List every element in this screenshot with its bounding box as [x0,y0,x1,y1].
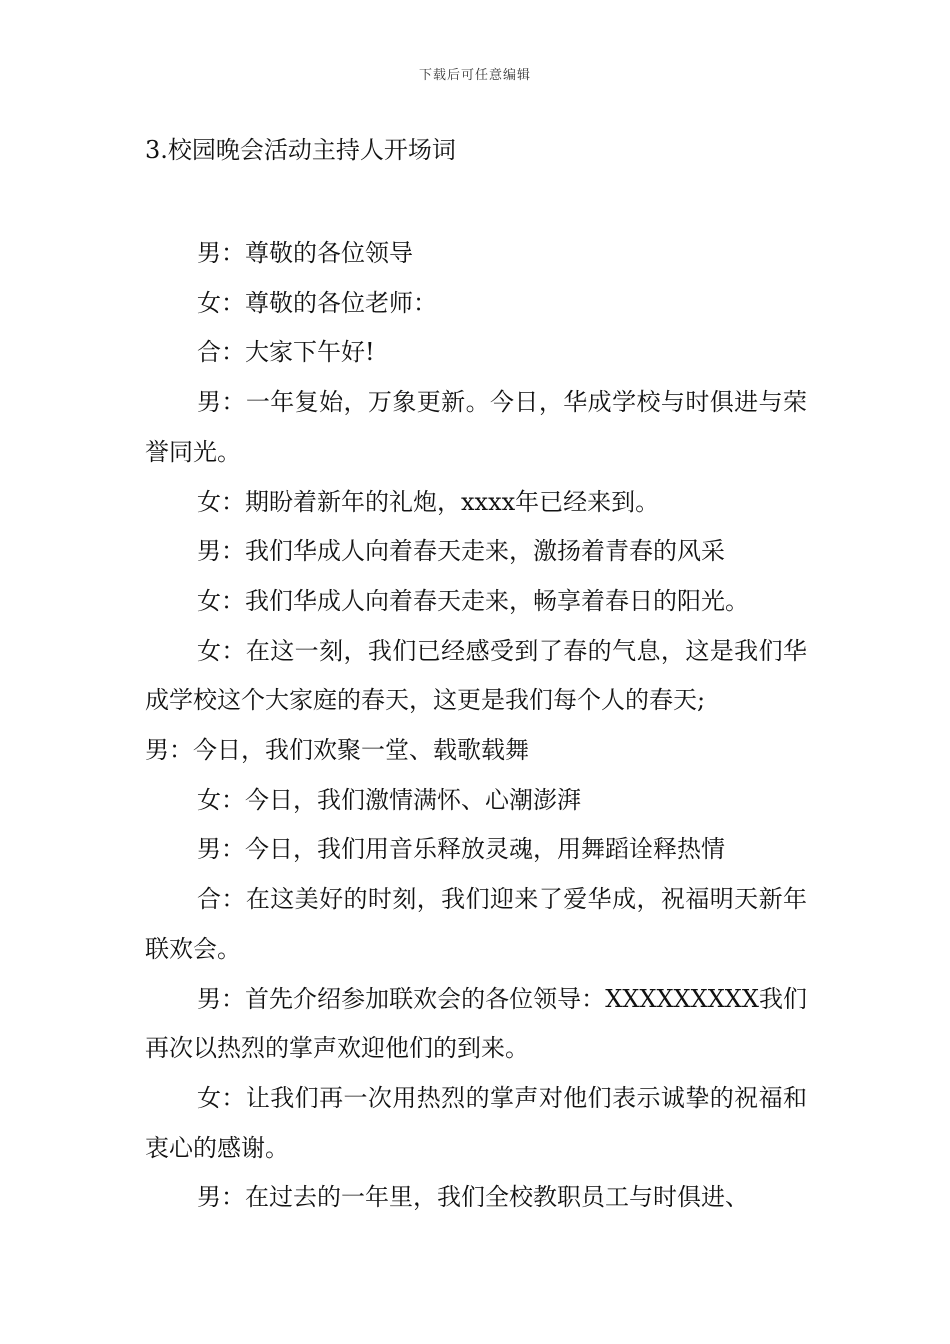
header-note: 下载后可任意编辑 [418,68,531,83]
paragraph: 男：尊敬的各位领导 [197,239,413,267]
paragraph: 女：今日，我们激情满怀、心潮澎湃 [197,785,581,814]
paragraph: 男：今日，我们欢聚一堂、载歌载舞 [145,736,529,765]
paragraph: 男：在过去的一年里，我们全校教职员工与时俱进、 [197,1183,749,1212]
paragraph: 女：期盼着新年的礼炮，xxxx年已经来到。 [197,487,660,516]
document-title: 3.校园晚会活动主持人开场词 [145,136,456,164]
paragraph: 男：一年复始，万象更新。今日，华成学校与时俱进与荣誉同光。 [145,388,807,466]
paragraph: 女：我们华成人向着春天走来，畅享着春日的阳光。 [197,586,749,615]
paragraph: 女：尊敬的各位老师： [197,288,437,317]
document-body [145,229,807,1223]
paragraph: 合：大家下午好! [197,338,375,367]
paragraph: 男：首先介绍参加联欢会的各位领导：XXXXXXXXX我们再次以热烈的掌声欢迎他们的到来。 [145,984,807,1063]
paragraph: 男：今日，我们用音乐释放灵魂，用舞蹈诠释热情 [197,835,725,864]
paragraph: 男：我们华成人向着春天走来，激扬着青春的风采 [197,537,725,566]
paragraph: 合：在这美好的时刻，我们迎来了爱华成，祝福明天新年联欢会。 [145,885,807,963]
paragraph: 女：让我们再一次用热烈的掌声对他们表示诚挚的祝福和衷心的感谢。 [145,1083,807,1162]
paragraph: 女：在这一刻，我们已经感受到了春的气息，这是我们华成学校这个大家庭的春天，这更是我们每个人的春天; [145,636,807,715]
